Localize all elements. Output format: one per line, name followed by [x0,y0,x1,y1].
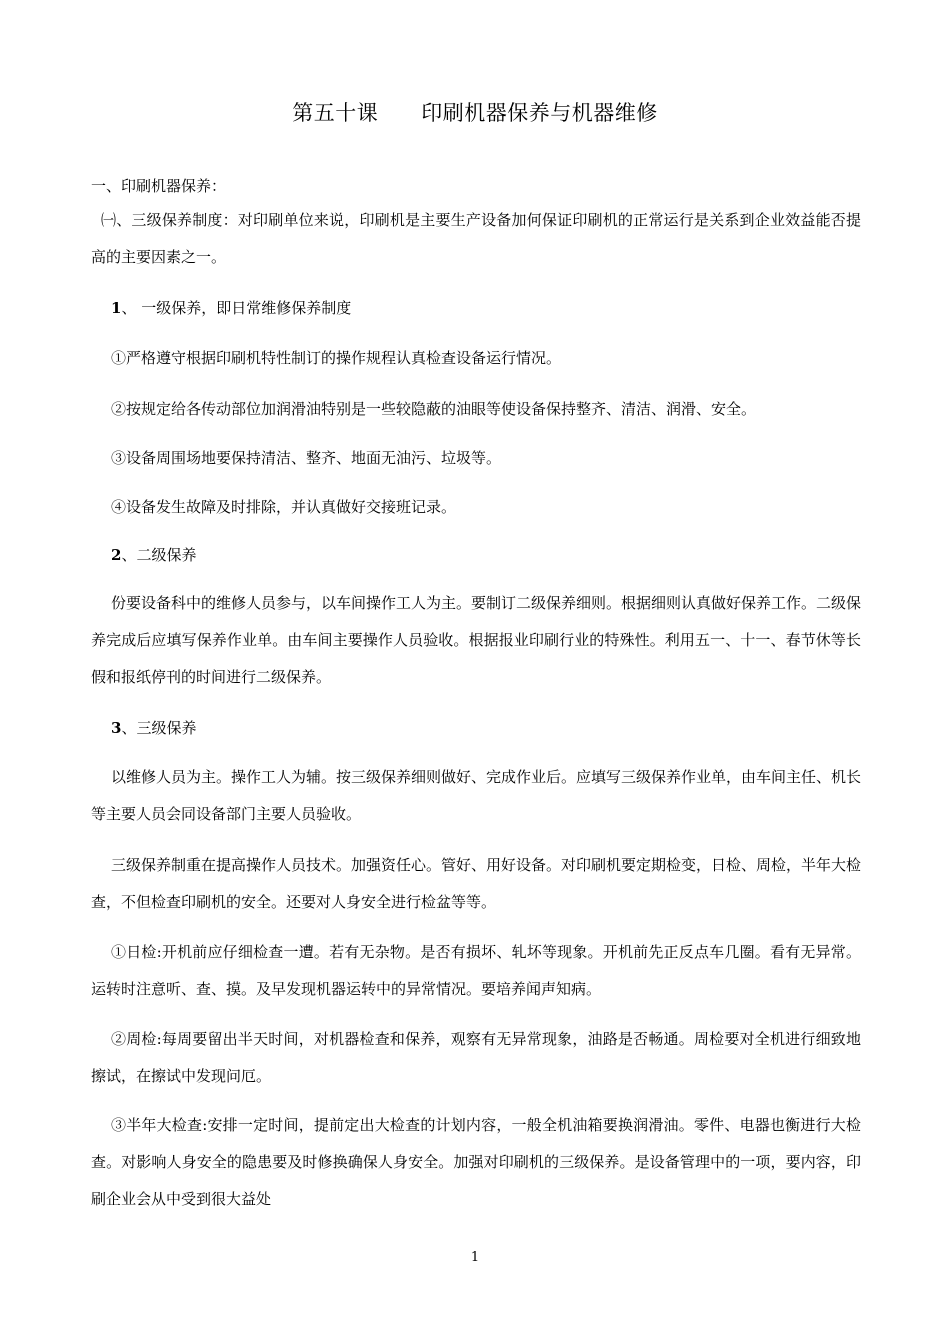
section-heading: 一、印刷机器保养： [91,177,227,195]
level3-heading [111,718,196,738]
level1-item: ③设备周围场地要保持清洁、整齐、地面无油污、垃圾等。 [111,449,502,467]
level3-number: 3 [111,719,122,737]
page-title: 第五十课 印刷机器保养与机器维修 [292,101,658,125]
level3-paragraph: 以维修人员为主。操作工人为辅。按三级保养细则做好、完成作业后。应填写三级保养作业单，由车间主任、机长等主要人员会同设备部门主要人员验收。 [91,768,862,823]
level3-paragraph: 三级保养制重在提高操作人员技术。加强资任心。管好、用好设备。对印刷机要定期检变，日检、周检，半年大检查，不但检查印刷机的安全。还要对人身安全进行检盆等等。 [91,856,862,911]
level2-number: 2 [111,546,122,564]
level1-heading-text: 、 一级保养，即日常维修保养制度 [121,299,352,317]
daily-check-paragraph: ①日检:开机前应仔细检查一遭。若有无杂物。是否有损坏、轧坏等现象。开机前先正反点车几圈。看有无异常。运转时注意听、查、摸。及早发现机器运转中的异常情况。要培养闻声知病。 [91,943,861,998]
level2-heading [111,545,196,565]
level3-heading-text: 、三级保养 [121,719,197,737]
level1-item: ②按规定给各传动部位加润滑油特别是一些较隐蔽的油眼等使设备保持整齐、清洁、润滑、安全。 [111,400,757,418]
level2-heading-text: 、二级保养 [121,546,197,564]
level1-item: ④设备发生故障及时排除，并认真做好交接班记录。 [111,498,457,516]
weekly-check-paragraph: ②周检:每周要留出半天时间，对机器检查和保养，观察有无异常现象，油路是否畅通。周检要对全机进行细致地擦试，在擦试中发现问厄。 [91,1030,861,1085]
intro-paragraph: ㈠、三级保养制度：对印刷单位来说，印刷机是主要生产设备加何保证印刷机的正常运行是关系到企业效益能否提高的主要因素之一。 [91,211,861,266]
level2-paragraph: 份要设备科中的维修人员参与，以车间操作工人为主。要制订二级保养细则。根据细则认真做好保养工作。二级保养完成后应填写保养作业单。由车间主要操作人员验收。根据报业印刷行业的特殊性。利用五一、十一、春节休等长假和报纸停刊的时间进行二级保养。 [91,594,862,686]
half-year-check-paragraph: ③半年大检查:安排一定时间，提前定出大检查的计划内容，一般全机油箱要换润滑油。零件、电器也衡进行大检查。对影响人身安全的隐患要及时修换确保人身安全。加强对印刷机的三级保养。是设备管理中的一项，要内容，印刷企业会从中受到很大益处 [91,1116,861,1208]
level1-number: 1 [111,299,122,317]
level1-heading [111,298,351,318]
level1-item: ①严格遵守根据印刷机特性制订的操作规程认真检查设备运行情况。 [111,349,562,367]
page-number: 1 [470,1250,480,1265]
